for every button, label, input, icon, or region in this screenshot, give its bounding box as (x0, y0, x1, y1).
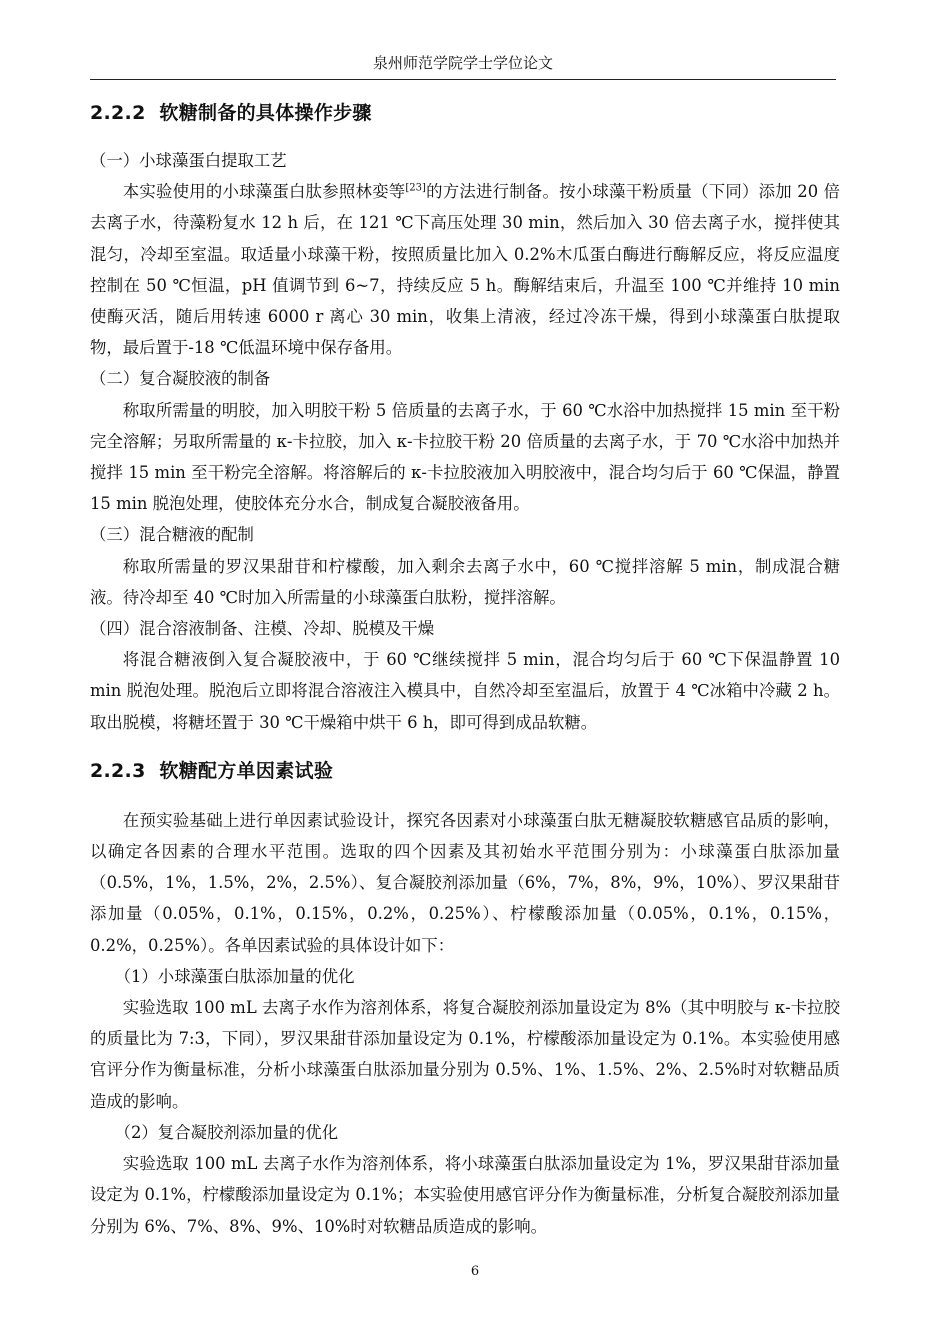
section-heading-2-2-2: 2.2.2 软糖制备的具体操作步骤 (90, 102, 372, 124)
citation-ref: [23] (405, 182, 426, 194)
page-number: 6 (470, 1264, 480, 1279)
paragraph-factor-2: 实验选取 100 mL 去离子水作为溶剂体系，将小球藻蛋白肽添加量设定为 1%，罗汉果甜苷添加量设定为 0.1%，柠檬酸添加量设定为 0.1%；本实验使用感官评分作为衡量标准，分析复合凝胶剂添加量分别为 6%、7%、8%、9%、10%时对软糖品质造成的影响。 (90, 1154, 840, 1236)
subsection-title-3: （三）混合糖液的配制 (90, 525, 254, 545)
subsection-title-1: （一）小球藻蛋白提取工艺 (90, 151, 287, 170)
paragraph-text: 的方法进行制备。按小球藻干粉质量（下同）添加 20 倍去离子水，待藻粉复水 12 h 后，在 121 ℃下高压处理 30 min，然后加入 30 倍去离子水，搅拌使其混匀，冷却至室温。取适量小球藻干粉，按照质量比加入 0.2%木瓜蛋白酶进行酶解反应，将反应温度控制在 50 ℃恒温，pH 值调节到 6~7，持续反应 5 h。酶解结束后，升温至 100 ℃并维持 10 min 使酶灭活，随后用转速 6000 r 离心 30 min，收集上清液，经过冷冻干燥，得到小球藻蛋白肽提取物，最后置于-18 ℃低温环境中保存备用。 (90, 182, 840, 358)
section-heading-2-2-3: 2.2.3 软糖配方单因素试验 (90, 759, 334, 782)
paragraph-factor-1: 实验选取 100 mL 去离子水作为溶剂体系，将复合凝胶剂添加量设定为 8%（其中明胶与 κ-卡拉胶的质量比为 7:3，下同），罗汉果甜苷添加量设定为 0.1%，柠檬酸添加量设定为 0.1%。本实验使用感官评分作为衡量标准，分析小球藻蛋白肽添加量分别为 0.5%、1%、1.5%、2%、2.5%时对软糖品质造成的影响。 (90, 998, 840, 1111)
subsection-title-factor-1: （1）小球藻蛋白肽添加量的优化 (114, 966, 355, 986)
paragraph-protein-extraction (90, 176, 840, 363)
subsection-title-2: （二）复合凝胶液的制备 (90, 369, 271, 389)
paragraph-sugar-solution: 称取所需量的罗汉果甜苷和柠檬酸，加入剩余去离子水中，60 ℃搅拌溶解 5 min，制成混合糖液。待冷却至 40 ℃时加入所需量的小球藻蛋白肽粉，搅拌溶解。 (90, 556, 840, 607)
running-header: 泉州师范学院学士学位论文 (90, 52, 836, 80)
paragraph-molding: 将混合糖液倒入复合凝胶液中，于 60 ℃继续搅拌 5 min，混合均匀后于 60 ℃下保温静置 10 min 脱泡处理。脱泡后立即将混合溶液注入模具中，自然冷却至室温后，放置于 4 ℃冰箱中冷藏 2 h。取出脱模，将糖坯置于 30 ℃干燥箱中烘干 6 h，即可得到成品软糖。 (90, 650, 840, 732)
subsection-title-4: （四）混合溶液制备、注模、冷却、脱模及干燥 (90, 619, 435, 639)
paragraph-single-factor-intro: 在预实验基础上进行单因素试验设计，探究各因素对小球藻蛋白肽无糖凝胶软糖感官品质的影响，以确定各因素的合理水平范围。选取的四个因素及其初始水平范围分别为：小球藻蛋白肽添加量（0.5%，1%，1.5%，2%，2.5%）、复合凝胶剂添加量（6%，7%，8%，9%，10%）、罗汉果甜苷添加量（0.05%，0.1%，0.15%，0.2%，0.25%）、柠檬酸添加量（0.05%，0.1%，0.15%，0.2%，0.25%）。各单因素试验的具体设计如下： (90, 810, 840, 955)
body-content (90, 98, 840, 1242)
subsection-title-factor-2: （2）复合凝胶剂添加量的优化 (114, 1122, 339, 1142)
paragraph-gel-preparation: 称取所需量的明胶，加入明胶干粉 5 倍质量的去离子水，于 60 ℃水浴中加热搅拌 15 min 至干粉完全溶解；另取所需量的 κ-卡拉胶，加入 κ-卡拉胶干粉 20 倍质量的去离子水，于 70 ℃水浴中加热并搅拌 15 min 至干粉完全溶解。将溶解后的 κ-卡拉胶液加入明胶液中，混合均匀后于 60 ℃保温，静置 15 min 脱泡处理，使胶体充分水合，制成复合凝胶液备用。 (90, 400, 840, 514)
paragraph-text: 本实验使用的小球藻蛋白肽参照林娈等 (122, 182, 406, 202)
